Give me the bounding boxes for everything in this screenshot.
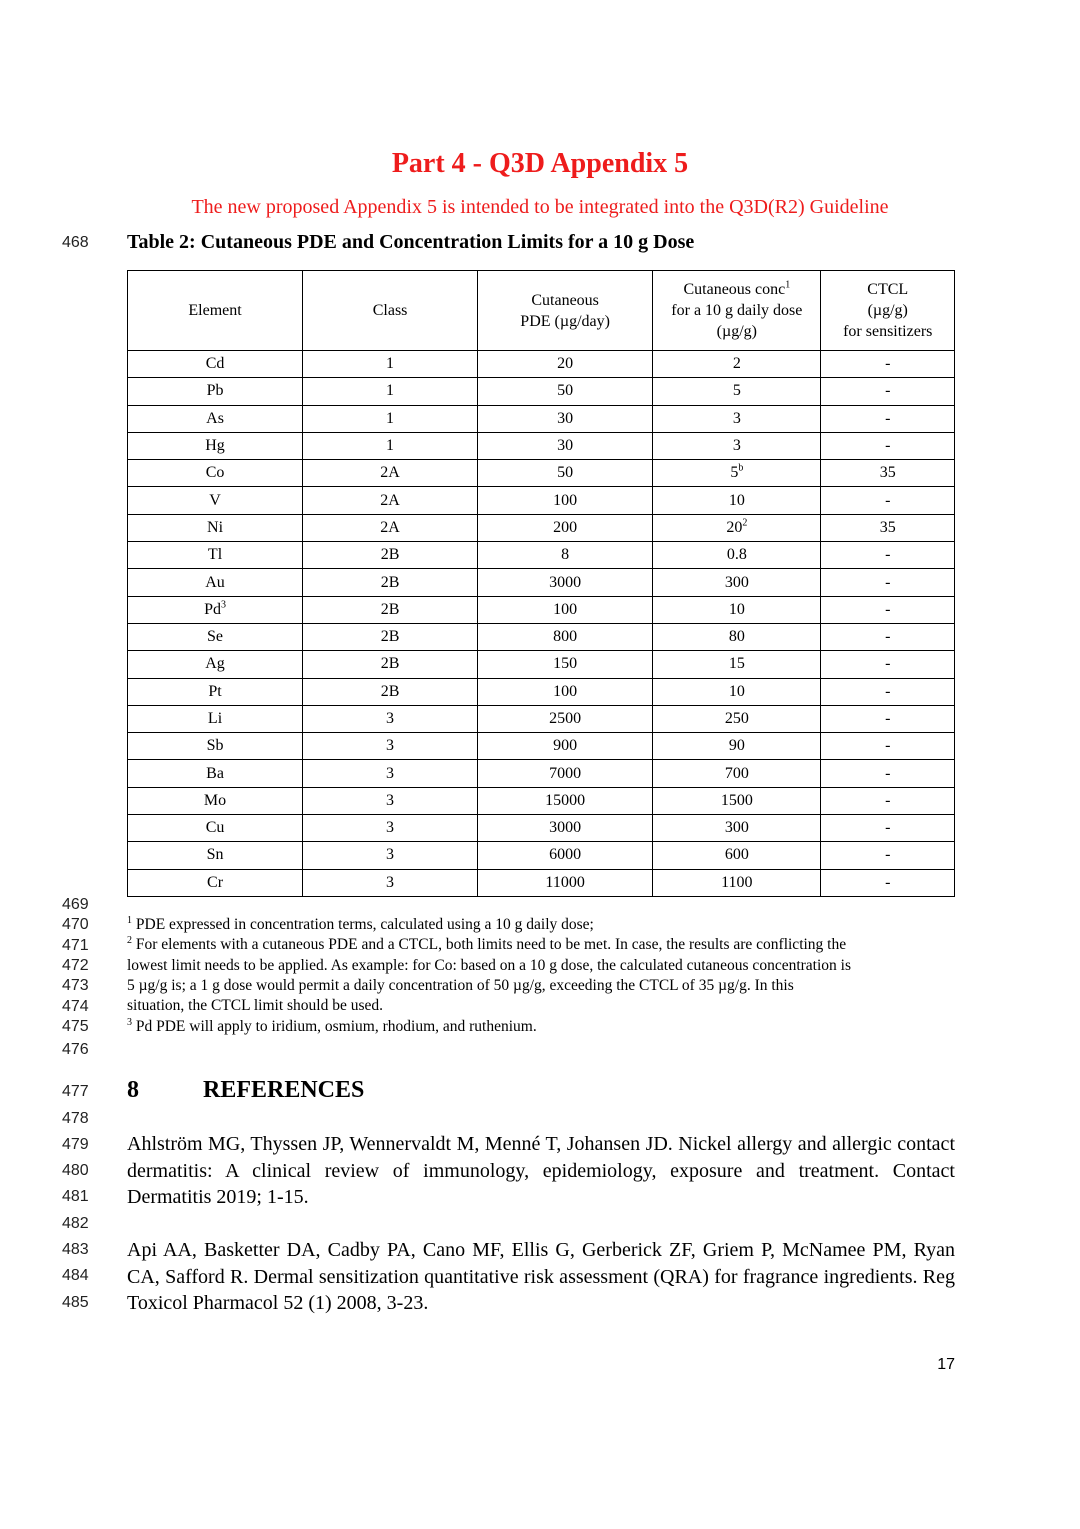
footnote-line: lowest limit needs to be applied. As example: for Co: based on a 10 g dose, the calculated cutaneous concentration is [127,956,851,974]
cell-class: 3 [303,760,478,787]
cell-pde: 8 [478,542,653,569]
cell-element: Pb [128,378,303,405]
cell-class: 2B [303,596,478,623]
cell-pde: 50 [478,378,653,405]
footnote-line: $^3$ Pd PDE will apply to iridium, osmium, rhodium, and ruthenium. [127,1016,537,1035]
table-row [128,815,955,842]
cell-element: Sn [128,842,303,869]
line-number: 485 [62,1294,89,1311]
cell-element: Ni [128,514,303,541]
table-row [128,378,955,405]
line-number: 477 [62,1083,89,1100]
header-cutaneous-pde: Cutaneous PDE (µg/day) [478,271,653,351]
cell-pde: 3000 [478,815,653,842]
cell-conc: 250 [653,705,821,732]
cell-element: Au [128,569,303,596]
footnote-line: situation, the CTCL limit should be used. [127,997,384,1015]
cell-ctcl: 35 [821,460,955,487]
footnote-marker: 3 [127,1016,132,1028]
line-number: 482 [62,1215,89,1232]
cell-conc: 10 [653,596,821,623]
table-row [128,623,955,650]
line-number: 479 [62,1136,89,1153]
cell-class: 1 [303,405,478,432]
cell-element: V [128,487,303,514]
cell-conc: 1100 [653,869,821,896]
cell-class: 2B [303,678,478,705]
cell-ctcl: - [821,869,955,896]
cell-pde: 150 [478,651,653,678]
cell-element: Li [128,705,303,732]
section-title: REFERENCES [203,1077,365,1103]
cell-conc: 0.8 [653,542,821,569]
cell-ctcl: - [821,678,955,705]
cell-element: Sb [128,733,303,760]
cell-conc: 300 [653,815,821,842]
footnote-line: $^2$ For elements with a cutaneous PDE and a CTCL, both limits need to be met. In case, the results are conflicting the [127,935,847,954]
cell-class: 2B [303,542,478,569]
cell-ctcl: - [821,405,955,432]
cell-element: Cu [128,815,303,842]
cell-pde: 7000 [478,760,653,787]
table-row [128,869,955,896]
cell-element: Se [128,623,303,650]
cell-element: Tl [128,542,303,569]
line-number: 483 [62,1241,89,1258]
cell-pde: 11000 [478,869,653,896]
table-row [128,514,955,541]
cell-ctcl: - [821,432,955,459]
table-row [128,432,955,459]
cell-class: 2B [303,651,478,678]
cell-ctcl: - [821,351,955,378]
cell-element: Mo [128,787,303,814]
cell-conc: 3 [653,405,821,432]
cell-conc: 90 [653,733,821,760]
line-number: 472 [62,957,89,974]
cell-class: 3 [303,787,478,814]
cell-class: 3 [303,869,478,896]
header-class: Class [303,271,478,351]
footnote-marker: b [738,463,744,474]
footnote-marker: 3 [220,599,226,611]
cell-ctcl: - [821,569,955,596]
cell-class: 3 [303,815,478,842]
table-row [128,351,955,378]
cell-ctcl: - [821,733,955,760]
reference-entry: Api AA, Basketter DA, Cadby PA, Cano MF, Ellis G, Gerberick ZF, Griem P, McNamee PM, Ryan CA, Safford R. Dermal sensitization quantitative risk assessment (QRA) for fragrance ingredients. Reg Toxicol Pharmacol 52 (1) 2008, 3-23. [127,1239,955,1314]
line-number: 473 [62,977,89,994]
table-header-row [128,271,955,351]
cell-pde: 100 [478,596,653,623]
page-title: Part 4 - Q3D Appendix 5 [391,148,689,179]
line-number: 478 [62,1110,89,1127]
table-row [128,787,955,814]
cell-ctcl: - [821,378,955,405]
table-row [128,705,955,732]
table-row [128,596,955,623]
cell-element: Co [128,460,303,487]
table-row [128,678,955,705]
cell-element: Cr [128,869,303,896]
cell-ctcl: - [821,596,955,623]
table-row [128,733,955,760]
table-row [128,487,955,514]
cell-conc: 5$^b$ [653,460,821,487]
cell-pde: 3000 [478,569,653,596]
cell-conc: 10 [653,678,821,705]
table-row [128,405,955,432]
cell-ctcl: - [821,842,955,869]
cell-pde: 30 [478,405,653,432]
line-number: 470 [62,916,89,933]
page-subtitle: The new proposed Appendix 5 is intended to be integrated into the Q3D(R2) Guideline [191,196,889,218]
cell-element: Pt [128,678,303,705]
line-number: 474 [62,997,89,1015]
cell-conc: 1500 [653,787,821,814]
cell-ctcl: - [821,760,955,787]
cell-ctcl: - [821,487,955,514]
cell-pde: 2500 [478,705,653,732]
cell-element: As [128,405,303,432]
reference-entry: Ahlström MG, Thyssen JP, Wennervaldt M, Menné T, Johansen JD. Nickel allergy and allergic contact dermatitis: A clinical review of immunology, epidemiology, exposure and treatment. Contact Dermatitis 2019; 1-15. [127,1133,955,1208]
table-row [128,760,955,787]
cell-conc: 2 [653,351,821,378]
line-number: 480 [62,1162,89,1179]
cell-conc: 80 [653,623,821,650]
table-row [128,460,955,487]
cell-conc: $20^2$ [653,514,821,541]
cell-ctcl: - [821,623,955,650]
cell-conc: 15 [653,651,821,678]
table-row [128,542,955,569]
cell-conc: 3 [653,432,821,459]
footnote-marker: 2 [127,935,132,947]
line-number: 481 [62,1188,89,1205]
cell-class: 2B [303,623,478,650]
cell-pde: 30 [478,432,653,459]
cell-element: Ba [128,760,303,787]
cell-conc: 300 [653,569,821,596]
cell-pde: 20 [478,351,653,378]
line-number: 476 [62,1041,89,1058]
cell-class: 2B [303,569,478,596]
table-row [128,842,955,869]
table-row [128,651,955,678]
cell-element: Pd$^3$ [128,596,303,623]
cell-ctcl: 35 [821,514,955,541]
line-number: 484 [62,1267,89,1284]
cell-class: 1 [303,432,478,459]
footnote-line: $^1$ PDE expressed in concentration terms, calculated using a 10 g daily dose; [127,914,594,933]
cell-pde: 6000 [478,842,653,869]
header-ctcl: CTCL (µg/g) for sensitizers [821,271,955,351]
cell-class: 3 [303,842,478,869]
cell-pde: 50 [478,460,653,487]
pde-table [127,270,955,897]
footnote-line: 5 µg/g is; a 1 g dose would permit a daily concentration of 50 µg/g, exceeding the CTCL of 35 µg/g. In this [127,976,794,994]
cell-ctcl: - [821,787,955,814]
line-number: 471 [62,936,89,954]
cell-class: 1 [303,378,478,405]
cell-conc: 10 [653,487,821,514]
cell-class: 2A [303,487,478,514]
cell-pde: 100 [478,678,653,705]
footnote-marker: 2 [742,517,748,529]
section-number: 8 [127,1077,139,1103]
cell-conc: 5 [653,378,821,405]
cell-conc: 600 [653,842,821,869]
table-caption: Table 2: Cutaneous PDE and Concentration Limits for a 10 g Dose [127,231,695,253]
line-number: 469 [62,896,89,913]
cell-ctcl: - [821,542,955,569]
cell-class: 2A [303,460,478,487]
cell-element: Cd [128,351,303,378]
cell-pde: 15000 [478,787,653,814]
line-number: 468 [62,234,89,251]
line-number: 475 [62,1018,89,1035]
cell-pde: 800 [478,623,653,650]
cell-element: Hg [128,432,303,459]
cell-class: 3 [303,733,478,760]
footnote-marker: 1 [127,914,132,926]
header-element: Element [128,271,303,351]
cell-pde: 200 [478,514,653,541]
cell-ctcl: - [821,815,955,842]
cell-conc: 700 [653,760,821,787]
cell-element: Ag [128,651,303,678]
table-row [128,569,955,596]
page-number: 17 [937,1356,955,1373]
cell-class: 3 [303,705,478,732]
cell-pde: 900 [478,733,653,760]
cell-class: 1 [303,351,478,378]
header-cutaneous-conc: Cutaneous conc$^1$ for a 10 g daily dose (µg/g) [653,271,821,351]
cell-pde: 100 [478,487,653,514]
cell-class: 2A [303,514,478,541]
cell-ctcl: - [821,705,955,732]
cell-ctcl: - [821,651,955,678]
